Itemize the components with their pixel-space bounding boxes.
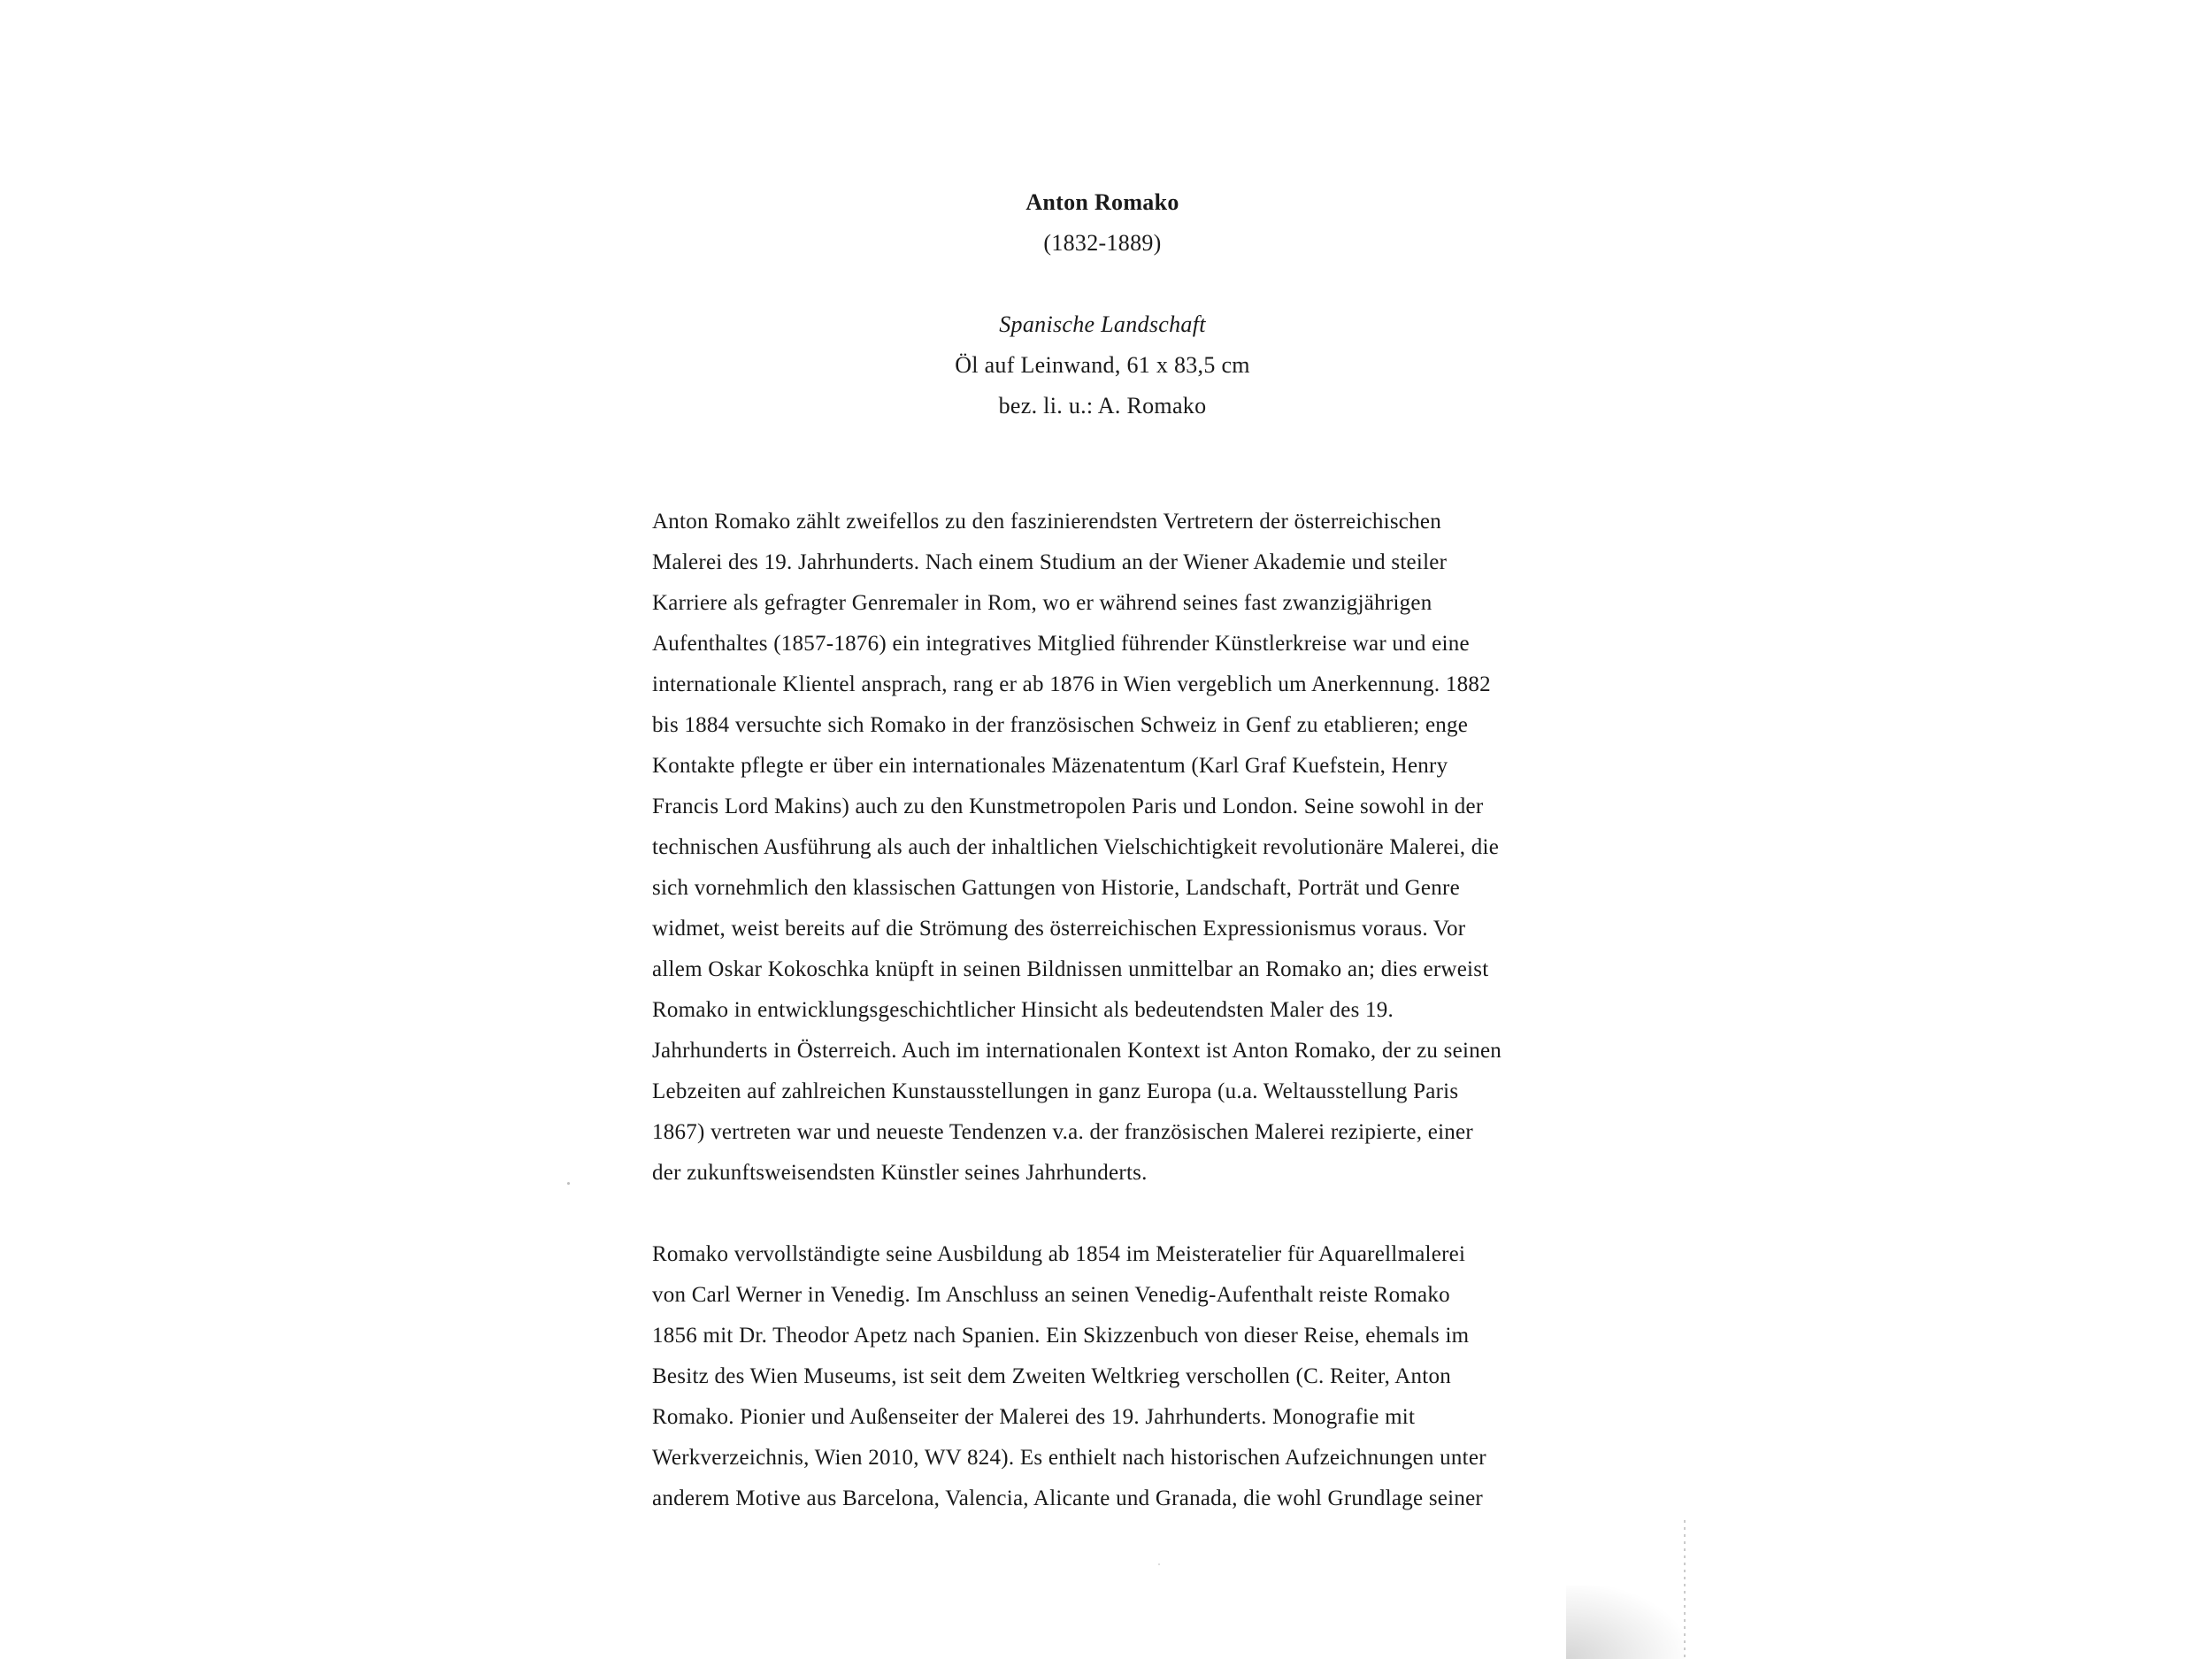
scan-speck — [567, 1182, 570, 1185]
text-line: Lebzeiten auf zahlreichen Kunstausstellungen in ganz Europa (u.a. Weltausstellung Paris — [652, 1079, 1459, 1103]
text-line: Romako. Pionier und Außenseiter der Malerei des 19. Jahrhunderts. Monografie mit — [652, 1405, 1416, 1429]
text-line: bis 1884 versuchte sich Romako in der französischen Schweiz in Genf zu etablieren; enge — [652, 713, 1469, 737]
text-line: Malerei des 19. Jahrhunderts. Nach einem Studium an der Wiener Akademie und steiler — [652, 550, 1448, 574]
work-signature: bez. li. u.: A. Romako — [998, 393, 1207, 419]
text-line: widmet, weist bereits auf die Strömung des österreichischen Expressionismus voraus. Vor — [652, 917, 1466, 941]
text-line: Kontakte pflegte er über ein internationales Mäzenatentum (Karl Graf Kuefstein, Henry — [652, 754, 1448, 778]
text-line: Jahrhunderts in Österreich. Auch im internationalen Kontext ist Anton Romako, der zu seinen — [652, 1039, 1502, 1063]
work-medium: Öl auf Leinwand, 61 x 83,5 cm — [955, 352, 1250, 378]
text-line: Anton Romako zählt zweifellos zu den faszinierendsten Vertretern der österreichischen — [652, 510, 1441, 534]
scanner-shadow — [1566, 1586, 1685, 1659]
text-line: der zukunftsweisendsten Künstler seines Jahrhunderts. — [652, 1161, 1148, 1185]
text-line: 1867) vertreten war und neueste Tendenzen v.a. der französischen Malerei rezipierte, einer — [652, 1120, 1473, 1144]
text-line: 1856 mit Dr. Theodor Apetz nach Spanien. Ein Skizzenbuch von dieser Reise, ehemals im — [652, 1324, 1470, 1348]
text-line: Besitz des Wien Museums, ist seit dem Zweiten Weltkrieg verschollen (C. Reiter, Anton — [652, 1364, 1451, 1388]
text-line: Romako in entwicklungsgeschichtlicher Hinsicht als bedeutendsten Maler des 19. — [652, 998, 1394, 1022]
text-line: technischen Ausführung als auch der inhaltlichen Vielschichtigkeit revolutionäre Malerei, die — [652, 835, 1500, 859]
header-spacer — [655, 264, 1550, 304]
text-line: internationale Klientel ansprach, rang er ab 1876 in Wien vergeblich um Anerkennung. 1882 — [652, 672, 1491, 696]
document-header — [655, 182, 1550, 426]
scan-speck — [1158, 1563, 1160, 1565]
text-line: anderem Motive aus Barcelona, Valencia, Alicante und Granada, die wohl Grundlage seiner — [652, 1486, 1484, 1510]
artist-name: Anton Romako — [1025, 189, 1179, 215]
text-line: Aufenthaltes (1857-1876) ein integratives Mitglied führender Künstlerkreise war und eine — [652, 632, 1470, 656]
artist-dates: (1832-1889) — [1043, 230, 1162, 256]
text-line: allem Oskar Kokoschka knüpft in seinen Bildnissen unmittelbar an Romako an; dies erweist — [652, 957, 1489, 981]
text-line: Werkverzeichnis, Wien 2010, WV 824). Es enthielt nach historischen Aufzeichnungen unter — [652, 1446, 1486, 1470]
work-title: Spanische Landschaft — [999, 311, 1206, 337]
paragraph-1 — [652, 502, 1696, 1194]
text-line: Karriere als gefragter Genremaler in Rom, wo er während seines fast zwanzigjährigen — [652, 591, 1432, 615]
text-line: sich vornehmlich den klassischen Gattungen von Historie, Landschaft, Porträt und Genre — [652, 876, 1460, 900]
text-line: Romako vervollständigte seine Ausbildung ab 1854 im Meisteratelier für Aquarellmalerei — [652, 1242, 1466, 1266]
text-line: von Carl Werner in Venedig. Im Anschluss an seinen Venedig-Aufenthalt reiste Romako — [652, 1283, 1450, 1307]
paragraph-2 — [652, 1234, 1696, 1519]
text-line: Francis Lord Makins) auch zu den Kunstmetropolen Paris und London. Seine sowohl in der — [652, 795, 1484, 818]
